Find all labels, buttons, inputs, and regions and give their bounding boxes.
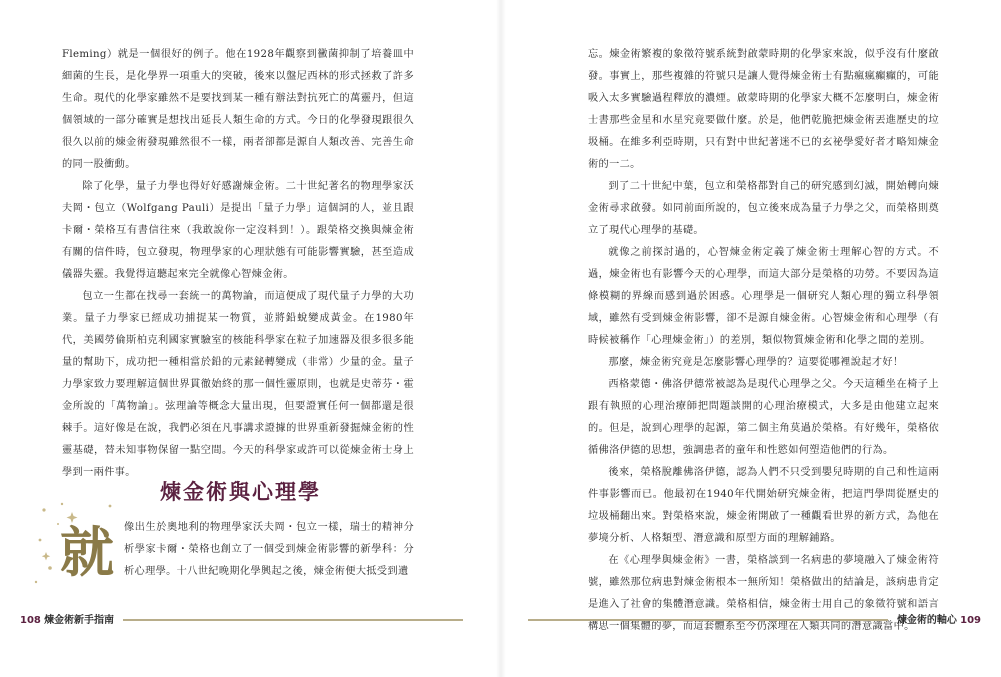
right-paragraph-7: 在《心理學與煉金術》一書，榮格談到一名病患的夢境融入了煉金術符號，雖然那位病患對煉金術根本一無所知！榮格做出的結論是，該病患肯定是進入了社會的集體潛意識。榮格相信，煉金術士用自己的象徵符號和語言構思一個集體的夢，而這套體系至今仍深埋在人類共同的潛意識當中。 bbox=[588, 555, 939, 632]
right-page-body bbox=[588, 44, 939, 638]
section-lead-paragraph: 像出生於奧地利的物理學家沃夫岡・包立一樣，瑞士的精神分析學家卡爾・榮格也創立了一個受到煉金術影響的新學科：分析心理學。十八世紀晚期化學興起之後，煉金術便大抵受到遺 bbox=[124, 522, 414, 577]
left-paragraph-3: 包立一生都在找尋一套統一的萬物論，而這便成了現代量子力學的大功業。量子力學家已經成功捕捉某一物質，並將鉛蛻變成黃金。在1980年代，美國勞倫斯柏克利國家實驗室的核能科學家在粒子加速器及很多很多能量的幫助下，成功把一種相當於鉛的元素鉍轉變成（非常）少量的金。量子力學家致力要理解這個世界貫徹始終的那一個性靈原則，也就是史蒂芬・霍金所說的「萬物論」。弦理論等概念大量出現，但要證實任何一個都還是很棘手。這好像是在說，我們必須在凡事講求證據的世界重新發掘煉金術的性靈基礎，替未知事物保留一點空間。今天的科學家或許可以從煉金術士身上學到一兩件事。 bbox=[62, 291, 414, 478]
right-paragraph-6: 後來，榮格脫離佛洛伊德，認為人們不只受到嬰兒時期的自己和性這兩件事影響而已。他最初在1940年代開始研究煉金術，把這門學問從歷史的垃圾桶翻出來。對榮格來說，煉金術開啟了一種觀看世界的新方式，為他在夢境分析、人格類型、潛意識和原型方面的理解鋪路。 bbox=[588, 467, 939, 544]
left-paragraph-1: Fleming）就是一個很好的例子。他在1928年觀察到黴菌抑制了培養皿中細菌的生長，是化學界一項重大的突破，後來以盤尼西林的形式拯救了許多生命。現代的化學家雖然不是要找到某一種有辦法對抗死亡的萬靈丹，但這個領域的一部分確實是想找出延長人類生命的方式。今日的化學發現跟很久很久以前的煉金術發現雖然很不一樣，兩者卻都是源自人類改善、完善生命的同一股衝動。 bbox=[62, 49, 414, 170]
drop-cap-char: 就 bbox=[60, 521, 114, 584]
left-page-number: 108 bbox=[20, 615, 41, 626]
left-paragraph-2: 除了化學，量子力學也得好好感謝煉金術。二十世紀著名的物理學家沃夫岡・包立（Wolfgang Pauli）是提出「量子力學」這個詞的人，並且跟卡爾・榮格互有書信往來（我敢說你一定沒料到！）。跟榮格交換與煉金術有關的信件時，包立發現，物理學家的心理狀態有可能影響實驗，甚至造成儀器失靈。我覺得這聽起來完全就像心智煉金術。 bbox=[62, 181, 414, 280]
right-footer-rule bbox=[528, 619, 888, 621]
left-running-title: 煉金術新手指南 bbox=[44, 615, 115, 626]
right-paragraph-5: 西格蒙德・佛洛伊德常被認為是現代心理學之父。今天這種坐在椅子上跟有執照的心理治療師把問題談開的心理治療模式，大多是由他建立起來的。但是，說到心理學的起源，第二個主角莫過於榮格。有好幾年，榮格依循佛洛伊德的思想，強調患者的童年和性慾如何塑造他們的行為。 bbox=[588, 379, 939, 456]
right-paragraph-1: 忘。煉金術繁複的象徵符號系統對啟蒙時期的化學家來說，似乎沒有什麼啟發。事實上，那些複雜的符號只是讓人覺得煉金術士有點瘋瘋癲癲的，可能吸入太多實驗過程釋放的濃煙。啟蒙時期的化學家大概不怎麼明白，煉金術士書那些金星和水星究竟要做什麼。於是，他們乾脆把煉金術丟進歷史的垃圾桶。在維多利亞時期，只有對中世紀著迷不已的玄祕學愛好者才略知煉金術的一二。 bbox=[588, 49, 939, 170]
left-page-footer bbox=[20, 612, 463, 630]
right-page-footer bbox=[528, 612, 981, 630]
section-title: 煉金術與心理學 bbox=[160, 480, 321, 504]
book-gutter bbox=[496, 0, 506, 677]
right-paragraph-3: 就像之前探討過的，心智煉金術定義了煉金術士理解心智的方式。不過，煉金術也有影響今天的心理學，而這大部分是榮格的功勞。不要因為這條模糊的界線而感到過於困惑。心理學是一個研究人類心理的獨立科學領域，雖然有受到煉金術影響，卻不是源自煉金術。心智煉金術和心理學（有時候被稱作「心理煉金術」）的差別，類似物質煉金術和化學之間的差別。 bbox=[588, 247, 939, 346]
left-page-body bbox=[62, 44, 414, 484]
left-footer-rule bbox=[123, 619, 463, 621]
right-paragraph-4: 那麼，煉金術究竟是怎麼影響心理學的？這要從哪裡說起才好！ bbox=[608, 357, 904, 368]
drop-cap bbox=[60, 520, 120, 590]
right-paragraph-2: 到了二十世紀中葉，包立和榮格都對自己的研究感到幻滅，開始轉向煉金術尋求啟發。如同前面所說的，包立後來成為量子力學之父，而榮格則奠立了現代心理學的基礎。 bbox=[588, 181, 939, 236]
right-running-title: 煉金術的軸心 bbox=[896, 615, 957, 626]
right-page-number: 109 bbox=[960, 615, 981, 626]
